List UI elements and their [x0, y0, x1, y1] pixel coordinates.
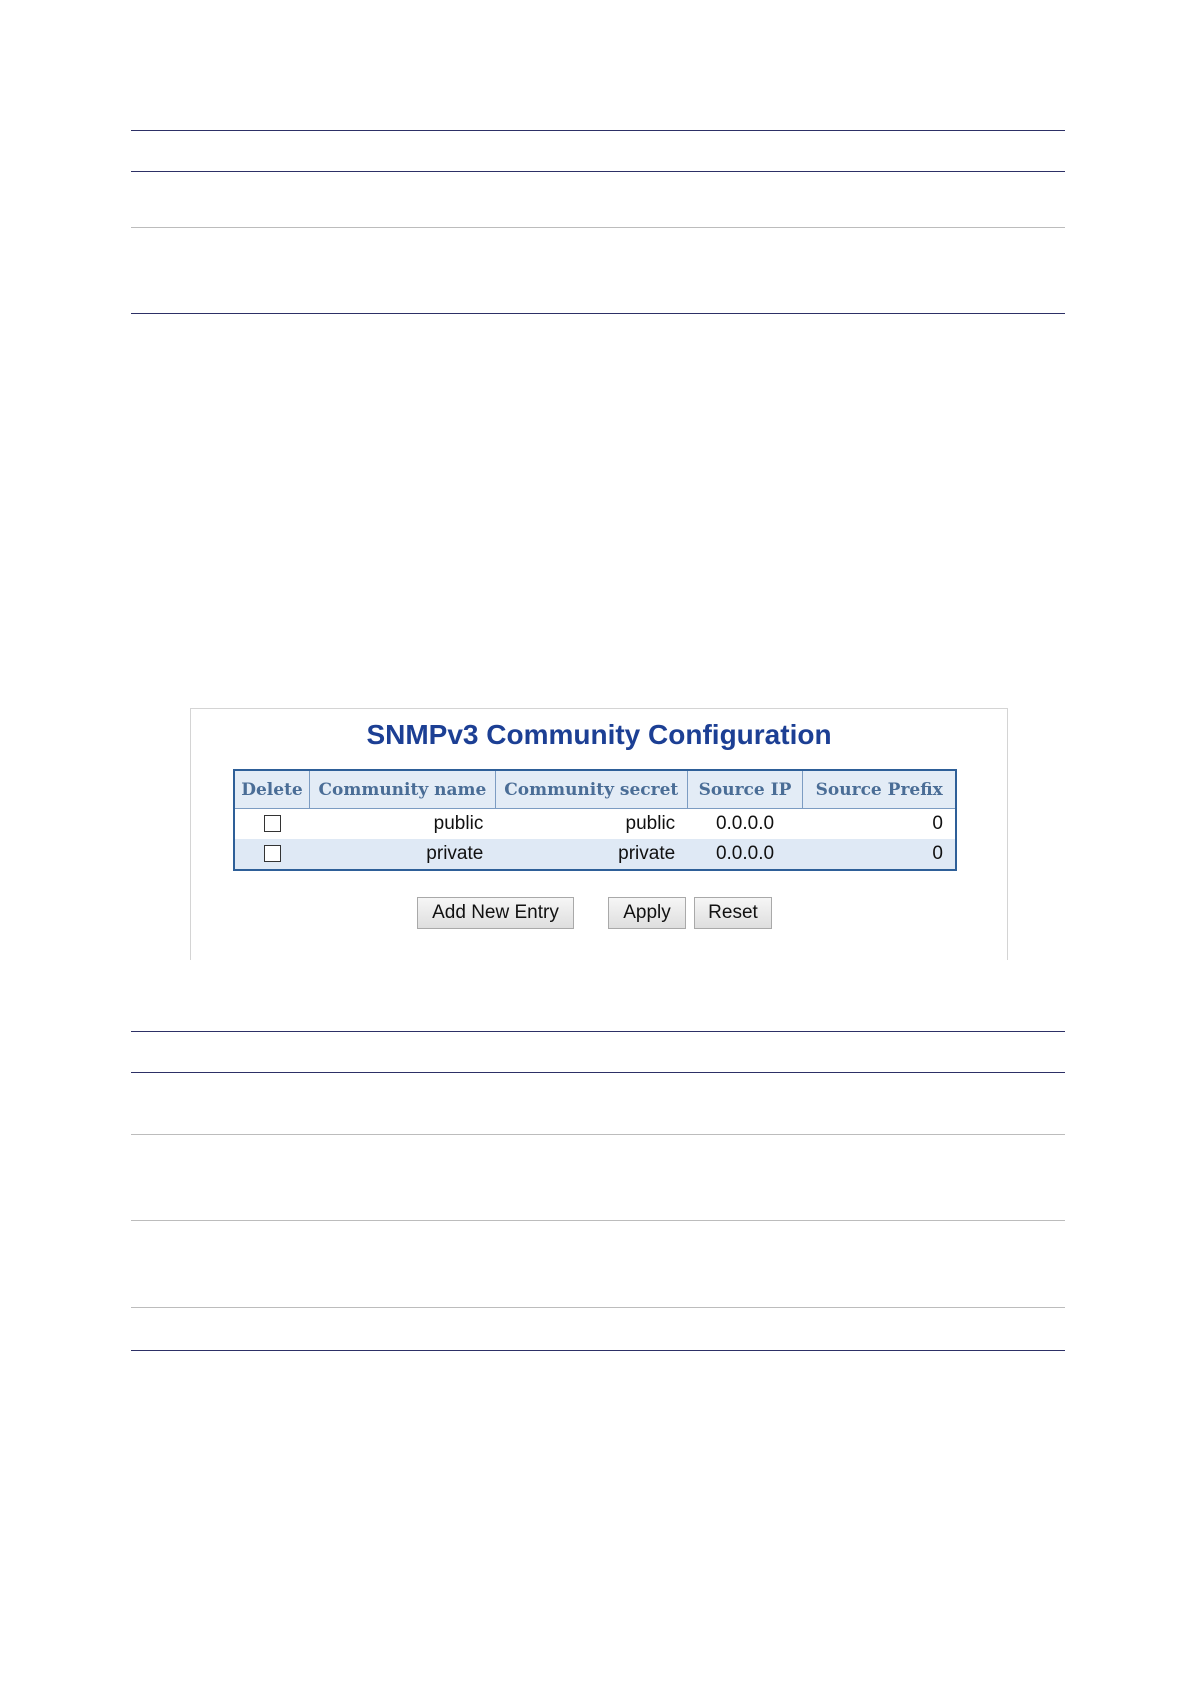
column-header-source-prefix: Source Prefix — [803, 770, 956, 809]
divider-top-4 — [131, 313, 1065, 314]
delete-checkbox[interactable] — [264, 815, 281, 832]
divider-bottom-3 — [131, 1134, 1065, 1135]
add-new-entry-button[interactable]: Add New Entry — [417, 897, 574, 929]
source-ip-cell[interactable]: 0.0.0.0 — [687, 809, 803, 840]
community-name-cell[interactable]: private — [309, 839, 495, 870]
delete-cell — [234, 839, 309, 870]
column-header-delete: Delete — [234, 770, 309, 809]
table-row — [234, 809, 956, 840]
source-prefix-cell[interactable]: 0 — [803, 809, 956, 840]
column-header-community-secret: Community secret — [495, 770, 687, 809]
divider-bottom-4 — [131, 1220, 1065, 1221]
divider-top-1 — [131, 130, 1065, 131]
table-row — [234, 839, 956, 870]
divider-top-3 — [131, 227, 1065, 228]
divider-bottom-5 — [131, 1307, 1065, 1308]
source-ip-cell[interactable]: 0.0.0.0 — [687, 839, 803, 870]
delete-cell — [234, 809, 309, 840]
divider-bottom-1 — [131, 1031, 1065, 1032]
divider-bottom-6 — [131, 1350, 1065, 1351]
community-table — [233, 769, 957, 871]
divider-top-2 — [131, 171, 1065, 172]
community-secret-cell[interactable]: public — [495, 809, 687, 840]
column-header-source-ip: Source IP — [687, 770, 803, 809]
apply-button[interactable]: Apply — [608, 897, 686, 929]
delete-checkbox[interactable] — [264, 845, 281, 862]
source-prefix-cell[interactable]: 0 — [803, 839, 956, 870]
page-title: SNMPv3 Community Configuration — [366, 719, 832, 750]
table-header-row — [234, 770, 956, 809]
column-header-community-name: Community name — [309, 770, 495, 809]
community-name-cell[interactable]: public — [309, 809, 495, 840]
snmpv3-community-panel — [190, 708, 1008, 960]
divider-bottom-2 — [131, 1072, 1065, 1073]
reset-button[interactable]: Reset — [694, 897, 772, 929]
community-secret-cell[interactable]: private — [495, 839, 687, 870]
